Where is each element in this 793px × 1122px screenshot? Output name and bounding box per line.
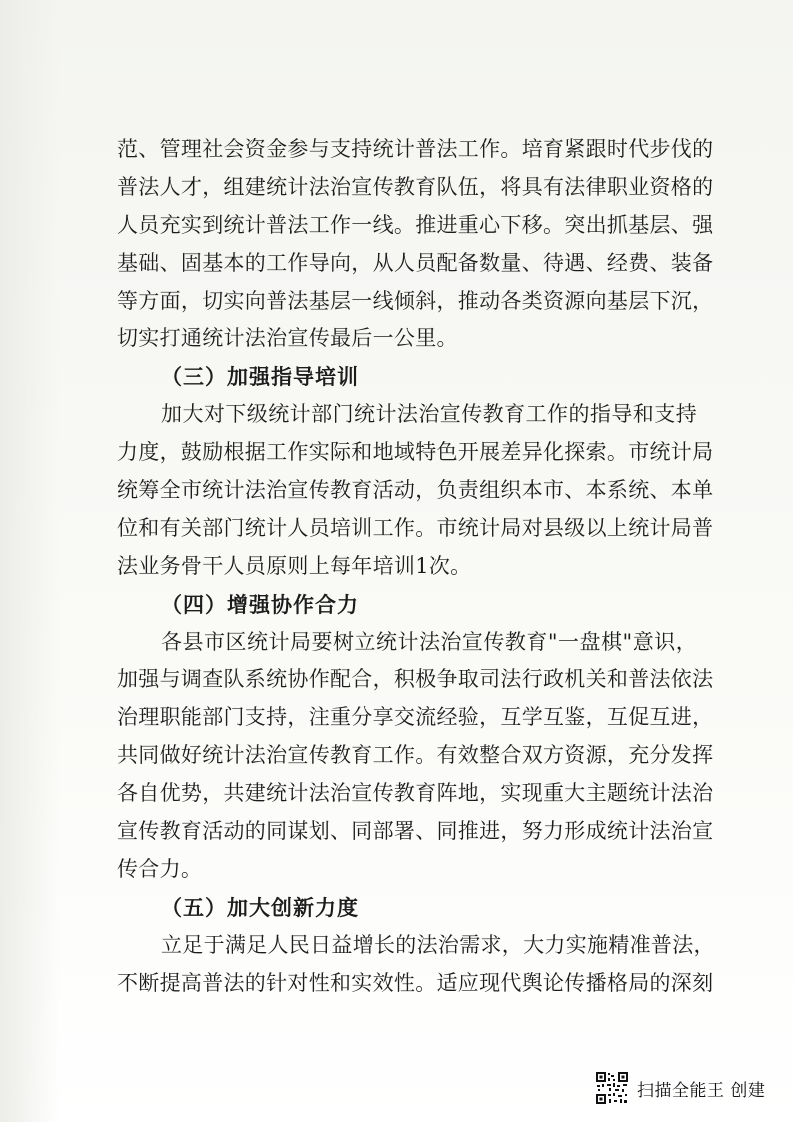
text-line: 范、管理社会资金参与支持统计普法工作。培育紧跟时代步伐的 [117, 137, 714, 161]
text-line: 加强与调查队系统协作配合，积极争取司法行政机关和普法依法 [117, 667, 714, 692]
section-heading: （五）加大创新力度 [161, 894, 359, 920]
text-line: 普法人才，组建统计法治宣传教育队伍，将具有法律职业资格的 [117, 174, 714, 199]
qr-code-icon [595, 1071, 629, 1105]
text-line: 立足于满足人民日益增长的法治需求，大力实施精准普法， [161, 932, 715, 957]
text-line: 基础、固基本的工作导向，从人员配备数量、待遇、经费、装备 [117, 250, 714, 275]
section-heading: （四）增强协作合力 [161, 591, 359, 617]
watermark-text: 扫描全能王 创建 [637, 1080, 766, 1101]
section-heading: （三）加强指导培训 [161, 364, 359, 390]
text-line: 共同做好统计法治宣传教育工作。有效整合双方资源，充分发挥 [117, 743, 714, 768]
text-line: 切实打通统计法治宣传最后一公里。 [117, 326, 458, 351]
text-line: 统筹全市统计法治宣传教育活动，负责组织本市、本系统、本单 [117, 478, 714, 503]
text-line: 传合力。 [117, 856, 203, 881]
text-line: 法业务骨干人员原则上每年培训1次。 [117, 553, 472, 578]
text-line: 各自优势，共建统计法治宣传教育阵地，实现重大主题统计法治 [117, 781, 714, 806]
text-line: 治理职能部门支持，注重分享交流经验，互学互鉴，互促互进， [117, 705, 714, 730]
document-body [117, 131, 715, 1002]
text-line: 等方面，切实向普法基层一线倾斜，推动各类资源向基层下沉， [117, 288, 714, 313]
text-line: 加大对下级统计部门统计法治宣传教育工作的指导和支持 [161, 402, 697, 427]
text-line: 位和有关部门统计人员培训工作。市统计局对县级以上统计局普 [117, 515, 714, 540]
text-line: 不断提高普法的针对性和实效性。适应现代舆论传播格局的深刻 [117, 970, 714, 995]
text-line: 力度，鼓励根据工作实际和地域特色开展差异化探索。市统计局 [117, 440, 714, 465]
text-line: 宣传教育活动的同谋划、同部署、同推进，努力形成统计法治宣 [117, 819, 714, 844]
scanner-watermark [595, 1068, 765, 1108]
page-edge-shadow [0, 0, 60, 1122]
text-line: 人员充实到统计普法工作一线。推进重心下移。突出抓基层、强 [117, 212, 714, 237]
text-line: 各县市区统计局要树立统计法治宣传教育"一盘棋"意识， [161, 629, 697, 654]
